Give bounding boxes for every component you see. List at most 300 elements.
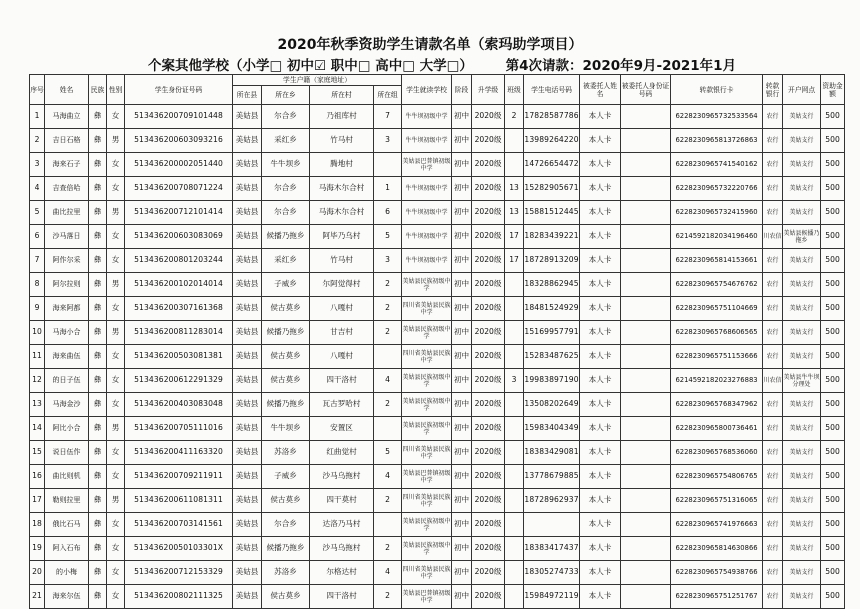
- amount: 500: [821, 441, 845, 465]
- bank-card: 6214592182034196460: [671, 225, 763, 249]
- trustee-name: 本人卡: [580, 297, 621, 321]
- phone-number: 13778679885: [524, 465, 580, 489]
- village: 腾地村: [310, 153, 374, 177]
- phone-number: 18328862945: [524, 273, 580, 297]
- trustee-name: 本人卡: [580, 441, 621, 465]
- header-gender: 性别: [107, 75, 125, 105]
- stage: 初中: [452, 393, 472, 417]
- phone-number: 15984972119: [524, 585, 580, 609]
- bank-card: 6228230965732415960: [671, 201, 763, 225]
- row-seq: 9: [30, 297, 45, 321]
- header-id-number: 学生身份证号码: [125, 75, 233, 105]
- trustee-name: 本人卡: [580, 201, 621, 225]
- bank-name: 川农信: [763, 369, 783, 393]
- group-number: 2: [374, 393, 402, 417]
- trustee-id: [621, 441, 671, 465]
- grade: 2020级: [472, 369, 505, 393]
- township: 侯古莫乡: [262, 345, 310, 369]
- township: 苏洛乡: [262, 561, 310, 585]
- bank-name: 农行: [763, 561, 783, 585]
- table-row: [30, 369, 845, 393]
- id-number: 513436200403083048: [125, 393, 233, 417]
- amount: 500: [821, 369, 845, 393]
- document-title: 2020年秋季资助学生请款名单（索玛助学项目）: [277, 37, 583, 53]
- row-seq: 10: [30, 321, 45, 345]
- class-number: [505, 489, 524, 513]
- stage: 初中: [452, 561, 472, 585]
- header-class: 班级: [505, 75, 524, 105]
- trustee-name: 本人卡: [580, 561, 621, 585]
- county: 美姑县: [233, 225, 262, 249]
- school-name: 美姑县巴普镇初级中学: [402, 585, 452, 609]
- school-name: 牛牛坝初级中学: [402, 129, 452, 153]
- amount: 500: [821, 249, 845, 273]
- township: 候播乃拖乡: [262, 393, 310, 417]
- class-number: 17: [505, 249, 524, 273]
- county: 美姑县: [233, 249, 262, 273]
- bank-name: 农行: [763, 489, 783, 513]
- row-seq: 3: [30, 153, 45, 177]
- id-number: 513436200801203244: [125, 249, 233, 273]
- id-number: 51343620050103301X: [125, 537, 233, 561]
- amount: 500: [821, 273, 845, 297]
- trustee-name: 本人卡: [580, 321, 621, 345]
- ethnicity: 彝: [89, 105, 107, 129]
- id-number: 513436200503081381: [125, 345, 233, 369]
- bank-card: 6228230965741540162: [671, 153, 763, 177]
- township: 侯古莫乡: [262, 585, 310, 609]
- student-name: 的小梅: [45, 561, 89, 585]
- table-row: [30, 417, 845, 441]
- school-name: 美姑县民族初级中学: [402, 393, 452, 417]
- stage: 初中: [452, 585, 472, 609]
- id-number: 513436200307161368: [125, 297, 233, 321]
- branch-name: 美姑县候播乃拖乡: [783, 225, 821, 249]
- stage: 初中: [452, 177, 472, 201]
- group-number: 2: [374, 321, 402, 345]
- village: 四干莫村: [310, 489, 374, 513]
- bank-name: 农行: [763, 297, 783, 321]
- bank-name: 农行: [763, 441, 783, 465]
- group-number: [374, 513, 402, 537]
- student-name: 的日子伍: [45, 369, 89, 393]
- school-name: 美姑县巴普镇初级中学: [402, 153, 452, 177]
- trustee-name: 本人卡: [580, 417, 621, 441]
- id-number: 513436200611081311: [125, 489, 233, 513]
- table-row: [30, 297, 845, 321]
- trustee-name: 本人卡: [580, 177, 621, 201]
- trustee-name: 本人卡: [580, 537, 621, 561]
- ethnicity: 彝: [89, 177, 107, 201]
- village: 四干洛村: [310, 369, 374, 393]
- trustee-name: 本人卡: [580, 249, 621, 273]
- student-name: 阿作尔采: [45, 249, 89, 273]
- id-number: 513436200603083069: [125, 225, 233, 249]
- gender: 男: [107, 129, 125, 153]
- group-number: [374, 345, 402, 369]
- stage: 初中: [452, 105, 472, 129]
- ethnicity: 彝: [89, 153, 107, 177]
- trustee-name: 本人卡: [580, 513, 621, 537]
- header-seq: 序号: [30, 75, 45, 105]
- header-stage: 阶段: [452, 75, 472, 105]
- bank-card: 6228230965814630866: [671, 537, 763, 561]
- bank-name: 农行: [763, 417, 783, 441]
- township: 牛牛坝乡: [262, 153, 310, 177]
- table-row: [30, 249, 845, 273]
- row-seq: 19: [30, 537, 45, 561]
- table-row: [30, 177, 845, 201]
- stage: 初中: [452, 249, 472, 273]
- table-row: [30, 441, 845, 465]
- trustee-id: [621, 105, 671, 129]
- class-number: [505, 345, 524, 369]
- row-seq: 8: [30, 273, 45, 297]
- header-amount: 资助金额: [821, 75, 845, 105]
- gender: 女: [107, 177, 125, 201]
- phone-number: 18481524929: [524, 297, 580, 321]
- stage: 初中: [452, 273, 472, 297]
- group-number: 3: [374, 129, 402, 153]
- class-number: 13: [505, 201, 524, 225]
- student-name: 马海曲立: [45, 105, 89, 129]
- ethnicity: 彝: [89, 585, 107, 609]
- trustee-id: [621, 201, 671, 225]
- header-school: 学生就读学校: [402, 75, 452, 105]
- village: 乃祖库村: [310, 105, 374, 129]
- id-number: 513436200703141561: [125, 513, 233, 537]
- ethnicity: 彝: [89, 321, 107, 345]
- village: 竹马村: [310, 129, 374, 153]
- grade: 2020级: [472, 441, 505, 465]
- branch-name: 美姑支行: [783, 561, 821, 585]
- student-name: 说日伍作: [45, 441, 89, 465]
- ethnicity: 彝: [89, 561, 107, 585]
- trustee-name: 本人卡: [580, 489, 621, 513]
- ethnicity: 彝: [89, 273, 107, 297]
- table-row: [30, 105, 845, 129]
- gender: 女: [107, 393, 125, 417]
- group-number: 2: [374, 489, 402, 513]
- amount: 500: [821, 561, 845, 585]
- county: 美姑县: [233, 369, 262, 393]
- village: 阿毕乃乌村: [310, 225, 374, 249]
- class-number: [505, 273, 524, 297]
- id-number: 513436200709101448: [125, 105, 233, 129]
- phone-number: 19983897190: [524, 369, 580, 393]
- table-row: [30, 201, 845, 225]
- gender: 女: [107, 441, 125, 465]
- trustee-name: 本人卡: [580, 153, 621, 177]
- row-seq: 16: [30, 465, 45, 489]
- county: 美姑县: [233, 129, 262, 153]
- table-row: [30, 537, 845, 561]
- bank-card: 6228230965732533564: [671, 105, 763, 129]
- group-number: 3: [374, 249, 402, 273]
- county: 美姑县: [233, 273, 262, 297]
- trustee-id: [621, 321, 671, 345]
- amount: 500: [821, 345, 845, 369]
- table-row: [30, 489, 845, 513]
- amount: 500: [821, 177, 845, 201]
- table-row: [30, 273, 845, 297]
- grade: 2020级: [472, 561, 505, 585]
- amount: 500: [821, 225, 845, 249]
- grade: 2020级: [472, 345, 505, 369]
- school-name: 四川省美姑县民族中学: [402, 561, 452, 585]
- school-type-line: 个案其他学校（小学□ 初中☑ 职中□ 高中□ 大学□）: [148, 58, 473, 74]
- village: 瓦古罗哈村: [310, 393, 374, 417]
- branch-name: 美姑支行: [783, 489, 821, 513]
- amount: 500: [821, 393, 845, 417]
- phone-number: 18305274733: [524, 561, 580, 585]
- group-number: 2: [374, 297, 402, 321]
- township: 牛牛坝乡: [262, 417, 310, 441]
- county: 美姑县: [233, 417, 262, 441]
- trustee-name: 本人卡: [580, 105, 621, 129]
- group-number: 2: [374, 537, 402, 561]
- class-number: [505, 513, 524, 537]
- school-name: 美姑县民族初级中学: [402, 321, 452, 345]
- bank-name: 农行: [763, 273, 783, 297]
- amount: 500: [821, 513, 845, 537]
- ethnicity: 彝: [89, 225, 107, 249]
- phone-number: 15983404349: [524, 417, 580, 441]
- class-number: [505, 321, 524, 345]
- row-seq: 7: [30, 249, 45, 273]
- bank-card: 6228230965768536060: [671, 441, 763, 465]
- trustee-id: [621, 249, 671, 273]
- township: 侯古莫乡: [262, 489, 310, 513]
- branch-name: 美姑支行: [783, 297, 821, 321]
- trustee-name: 本人卡: [580, 465, 621, 489]
- gender: 女: [107, 153, 125, 177]
- amount: 500: [821, 105, 845, 129]
- bank-name: 农行: [763, 465, 783, 489]
- phone-number: 18728913209: [524, 249, 580, 273]
- row-seq: 4: [30, 177, 45, 201]
- trustee-id: [621, 129, 671, 153]
- school-name: 四川省美姑县民族中学: [402, 489, 452, 513]
- school-name: 美姑县民族初级中学: [402, 513, 452, 537]
- phone-number: 18383429081: [524, 441, 580, 465]
- township: 采红乡: [262, 249, 310, 273]
- village: 沙马乌拖村: [310, 465, 374, 489]
- amount: 500: [821, 585, 845, 609]
- class-number: 3: [505, 369, 524, 393]
- class-number: [505, 465, 524, 489]
- phone-number: 18383417437: [524, 537, 580, 561]
- bank-name: 农行: [763, 201, 783, 225]
- phone-number: 14726654472: [524, 153, 580, 177]
- bank-card: 6228230965768347962: [671, 393, 763, 417]
- table-row: [30, 561, 845, 585]
- trustee-id: [621, 417, 671, 441]
- row-seq: 15: [30, 441, 45, 465]
- id-number: 513436200612291329: [125, 369, 233, 393]
- stage: 初中: [452, 129, 472, 153]
- village: 安置区: [310, 417, 374, 441]
- bank-name: 农行: [763, 537, 783, 561]
- bank-card: 6228230965800736461: [671, 417, 763, 441]
- stage: 初中: [452, 513, 472, 537]
- trustee-id: [621, 585, 671, 609]
- student-name: 吉查倍哈: [45, 177, 89, 201]
- ethnicity: 彝: [89, 513, 107, 537]
- grade: 2020级: [472, 585, 505, 609]
- bank-name: 川农信: [763, 225, 783, 249]
- school-name: 牛牛坝初级中学: [402, 225, 452, 249]
- bank-card: 6228230965741976663: [671, 513, 763, 537]
- row-seq: 13: [30, 393, 45, 417]
- student-name: 吉日石格: [45, 129, 89, 153]
- group-number: 4: [374, 561, 402, 585]
- village: 八嘎村: [310, 345, 374, 369]
- id-number: 513436200712101414: [125, 201, 233, 225]
- amount: 500: [821, 465, 845, 489]
- group-number: 4: [374, 369, 402, 393]
- amount: 500: [821, 129, 845, 153]
- row-seq: 18: [30, 513, 45, 537]
- bank-name: 农行: [763, 177, 783, 201]
- township: 候播乃拖乡: [262, 537, 310, 561]
- row-seq: 6: [30, 225, 45, 249]
- bank-card: 6228230965751316065: [671, 489, 763, 513]
- branch-name: 美姑县牛牛坝分理处: [783, 369, 821, 393]
- phone-number: 15283487625: [524, 345, 580, 369]
- stage: 初中: [452, 153, 472, 177]
- village: 马海木尔合村: [310, 201, 374, 225]
- grade: 2020级: [472, 393, 505, 417]
- stage: 初中: [452, 489, 472, 513]
- township: 尔合乡: [262, 105, 310, 129]
- county: 美姑县: [233, 105, 262, 129]
- bank-name: 农行: [763, 513, 783, 537]
- header-trustee: 被委托人姓名: [580, 75, 621, 105]
- grade: 2020级: [472, 537, 505, 561]
- stage: 初中: [452, 369, 472, 393]
- group-number: 5: [374, 225, 402, 249]
- school-name: 牛牛坝初级中学: [402, 201, 452, 225]
- school-name: 牛牛坝初级中学: [402, 177, 452, 201]
- student-name: 阿尔拉则: [45, 273, 89, 297]
- gender: 女: [107, 369, 125, 393]
- branch-name: 美姑支行: [783, 441, 821, 465]
- village: 红曲觉村: [310, 441, 374, 465]
- table-row: [30, 393, 845, 417]
- ethnicity: 彝: [89, 441, 107, 465]
- group-number: 5: [374, 441, 402, 465]
- class-number: [505, 129, 524, 153]
- ethnicity: 彝: [89, 249, 107, 273]
- ethnicity: 彝: [89, 345, 107, 369]
- class-number: [505, 417, 524, 441]
- township: 候播乃拖乡: [262, 321, 310, 345]
- phone-number: 18283439221: [524, 225, 580, 249]
- branch-name: 美姑支行: [783, 321, 821, 345]
- row-seq: 12: [30, 369, 45, 393]
- header-township: 所在乡: [262, 86, 310, 105]
- school-name: 四川省美姑县民族中学: [402, 345, 452, 369]
- class-number: [505, 561, 524, 585]
- student-name: 马海小合: [45, 321, 89, 345]
- branch-name: 美姑支行: [783, 345, 821, 369]
- trustee-id: [621, 225, 671, 249]
- row-seq: 5: [30, 201, 45, 225]
- phone-number: 13508202649: [524, 393, 580, 417]
- stage: 初中: [452, 465, 472, 489]
- grade: 2020级: [472, 153, 505, 177]
- grade: 2020级: [472, 417, 505, 441]
- village: 达洛乃马村: [310, 513, 374, 537]
- class-number: 13: [505, 177, 524, 201]
- table-row: [30, 465, 845, 489]
- header-village: 所在村: [310, 86, 374, 105]
- ethnicity: 彝: [89, 369, 107, 393]
- village: 八嘎村: [310, 297, 374, 321]
- gender: 女: [107, 249, 125, 273]
- amount: 500: [821, 537, 845, 561]
- phone-number: 15881512445: [524, 201, 580, 225]
- trustee-id: [621, 345, 671, 369]
- bank-card: 6228230965751251767: [671, 585, 763, 609]
- school-name: 美姑县民族初级中学: [402, 273, 452, 297]
- township: 侯古莫乡: [262, 369, 310, 393]
- id-number: 513436200603093216: [125, 129, 233, 153]
- bank-name: 农行: [763, 345, 783, 369]
- branch-name: 美姑支行: [783, 513, 821, 537]
- grade: 2020级: [472, 321, 505, 345]
- trustee-name: 本人卡: [580, 585, 621, 609]
- bank-card: 6228230965751104669: [671, 297, 763, 321]
- id-number: 513436200708071224: [125, 177, 233, 201]
- class-number: 17: [505, 225, 524, 249]
- trustee-id: [621, 513, 671, 537]
- stage: 初中: [452, 225, 472, 249]
- stage: 初中: [452, 345, 472, 369]
- group-number: [374, 417, 402, 441]
- gender: 男: [107, 201, 125, 225]
- phone-number: 17828587786: [524, 105, 580, 129]
- class-number: [505, 441, 524, 465]
- stage: 初中: [452, 537, 472, 561]
- bank-name: 农行: [763, 105, 783, 129]
- stage: 初中: [452, 417, 472, 441]
- school-name: 美姑县民族初级中学: [402, 369, 452, 393]
- school-name: 四川省美姑县民族中学: [402, 441, 452, 465]
- student-name: 勒则拉里: [45, 489, 89, 513]
- grade: 2020级: [472, 489, 505, 513]
- branch-name: 美姑支行: [783, 465, 821, 489]
- bank-name: 农行: [763, 321, 783, 345]
- ethnicity: 彝: [89, 417, 107, 441]
- stage: 初中: [452, 321, 472, 345]
- county: 美姑县: [233, 465, 262, 489]
- student-name: 曲比拉里: [45, 201, 89, 225]
- id-number: 513436200712153329: [125, 561, 233, 585]
- bank-card: 6228230965751153666: [671, 345, 763, 369]
- ethnicity: 彝: [89, 489, 107, 513]
- ethnicity: 彝: [89, 393, 107, 417]
- county: 美姑县: [233, 585, 262, 609]
- bank-name: 农行: [763, 129, 783, 153]
- row-seq: 11: [30, 345, 45, 369]
- township: 子威乡: [262, 273, 310, 297]
- branch-name: 美姑支行: [783, 201, 821, 225]
- township: 尔合乡: [262, 513, 310, 537]
- header-household: 学生户籍（家庭地址）: [233, 75, 402, 86]
- header-trustee-id: 被委托人身份证号码: [621, 75, 671, 105]
